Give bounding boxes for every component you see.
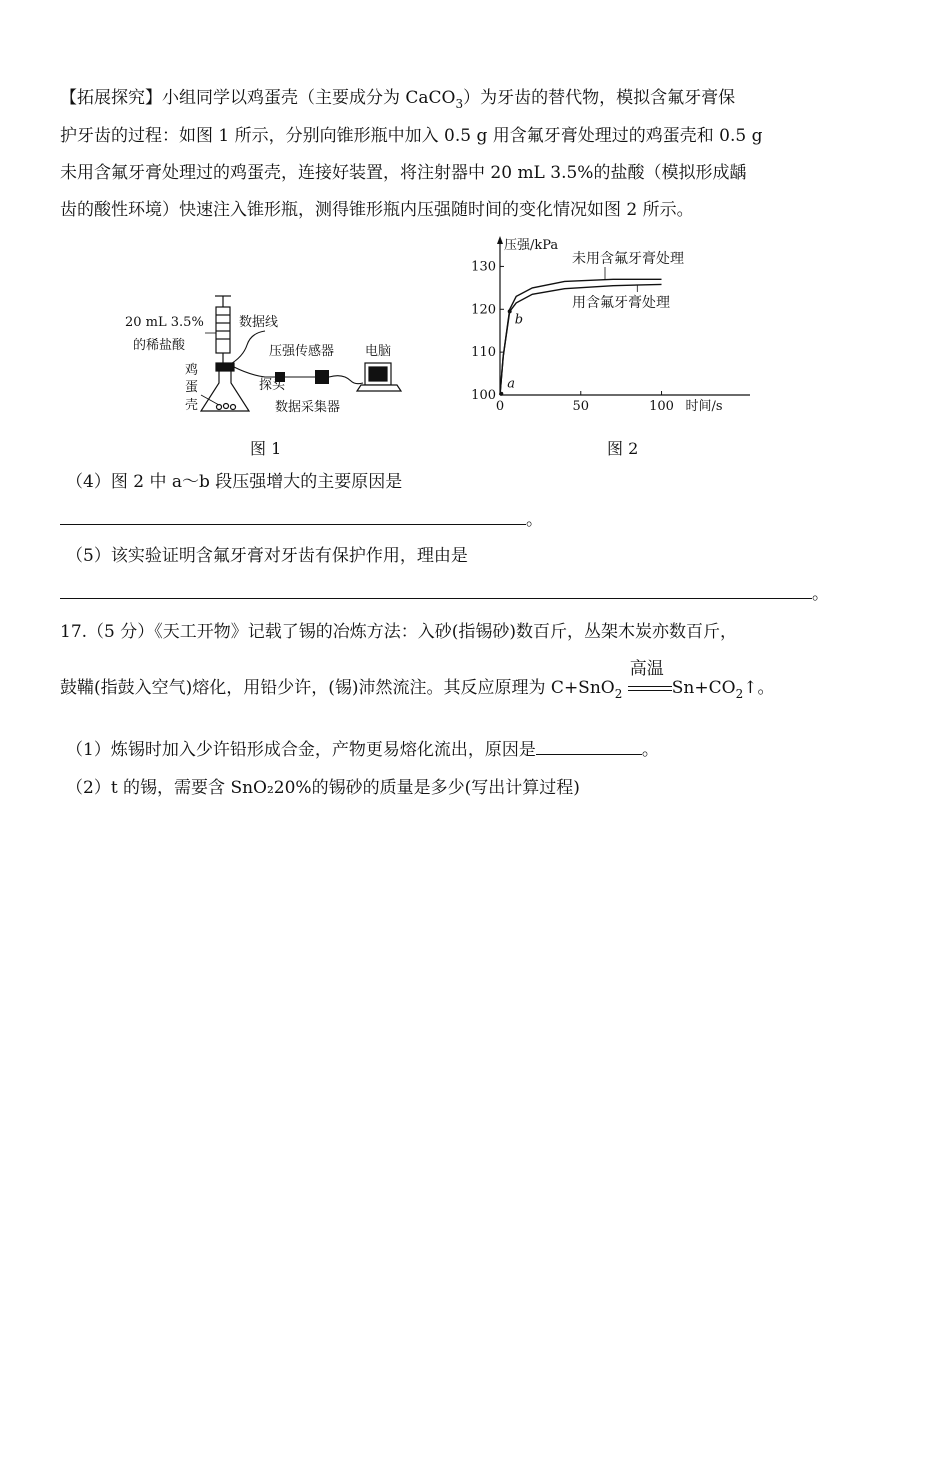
collector-to-computer bbox=[329, 376, 363, 384]
intro-line-3: 未用含氟牙膏处理过的鸡蛋壳，连接好装置，将注射器中 20 mL 3.5%的盐酸（模拟形成龋 bbox=[60, 163, 747, 183]
q17-part1-end: 。 bbox=[641, 740, 659, 760]
x-axis-label: 时间/s bbox=[685, 399, 723, 414]
q17-part1 bbox=[66, 738, 659, 762]
reaction-arrow bbox=[628, 658, 672, 699]
probe-wire bbox=[234, 367, 275, 377]
series-label-2: 用含氟牙膏处理 bbox=[572, 295, 670, 311]
q17-part1-blank[interactable] bbox=[536, 738, 642, 755]
y-axis-arrow bbox=[497, 236, 503, 244]
sensor-label: 压强传感器 bbox=[269, 344, 335, 359]
q17-sub2: 2 bbox=[735, 687, 744, 701]
q17-part1-text: （1）炼锡时加入少许铅形成合金，产物更易熔化流出，原因是 bbox=[66, 740, 536, 760]
syringe-icon bbox=[215, 296, 231, 365]
computer-icon bbox=[357, 363, 401, 391]
data-line-label: 数据线 bbox=[239, 315, 279, 330]
x-tick-label: 0 bbox=[495, 399, 505, 414]
x-tick-label: 50 bbox=[572, 399, 590, 414]
figure2-chart bbox=[460, 232, 760, 422]
q17-line2-start: 鼓鞴(指鼓入空气)熔化，用铅少许，(锡)沛然流注。其反应原理为 C+SnO bbox=[60, 678, 615, 698]
point-a-label: a bbox=[507, 376, 516, 392]
data-line-tube bbox=[229, 331, 265, 365]
x-tick-label: 100 bbox=[649, 399, 674, 414]
intro-line-2: 护牙齿的过程：如图 1 所示，分别向锥形瓶中加入 0.5 g 用含氟牙膏处理过的鸡蛋壳和 0.5 g bbox=[60, 126, 763, 146]
y-tick-label: 110 bbox=[471, 345, 496, 361]
intro-heading: 【拓展探究】 bbox=[60, 88, 162, 108]
intro-line1-end: ）为牙齿的替代物，模拟含氟牙膏保 bbox=[463, 88, 736, 108]
y-axis-label: 压强/kPa bbox=[504, 238, 559, 253]
point-b-label: b bbox=[514, 312, 524, 328]
acid-label-1: 20 mL 3.5% bbox=[125, 315, 204, 330]
q5-end: 。 bbox=[812, 584, 829, 604]
q17-line2-end: ↑。 bbox=[743, 678, 775, 698]
q5-answer-line[interactable] bbox=[60, 582, 829, 606]
egg-label-2: 蛋 bbox=[185, 380, 199, 395]
q17-sub1: 2 bbox=[614, 687, 623, 701]
y-tick-label: 100 bbox=[471, 388, 496, 403]
q17-line-2 bbox=[60, 658, 775, 706]
q4-answer-line[interactable] bbox=[60, 508, 543, 532]
q5-text: （5）该实验证明含氟牙膏对牙齿有保护作用，理由是 bbox=[66, 546, 468, 566]
collector-icon bbox=[315, 370, 329, 384]
q17-line-1: 17.（5 分）《天工开物》记载了锡的冶炼方法：入砂(指锡砂)数百斤，丛架木炭亦数百斤， bbox=[60, 622, 738, 642]
intro-line1-rest: 小组同学以鸡蛋壳（主要成分为 CaCO bbox=[162, 88, 456, 108]
reaction-condition: 高温 bbox=[629, 658, 664, 679]
q4-end: 。 bbox=[526, 510, 543, 530]
computer-label: 电脑 bbox=[365, 344, 392, 359]
intro-line-1 bbox=[60, 86, 735, 116]
y-tick-label: 130 bbox=[471, 259, 496, 275]
figure2-caption: 图 2 bbox=[607, 439, 639, 458]
intro-line-4: 齿的酸性环境）快速注入锥形瓶，测得锥形瓶内压强随时间的变化情况如图 2 所示。 bbox=[60, 200, 694, 220]
figure1-caption: 图 1 bbox=[250, 439, 282, 458]
q17-part2: （2）t 的锡，需要含 SnO₂20%的锡砂的质量是多少(写出计算过程) bbox=[66, 778, 580, 798]
series-label-1: 未用含氟牙膏处理 bbox=[572, 251, 684, 267]
q4-text: （4）图 2 中 a～b 段压强增大的主要原因是 bbox=[66, 472, 403, 492]
egg-label-3: 壳 bbox=[185, 398, 199, 413]
point-a bbox=[499, 392, 503, 396]
collector-label: 数据采集器 bbox=[275, 400, 341, 415]
figure1-apparatus bbox=[115, 285, 415, 420]
intro-line1-sub: 3 bbox=[455, 97, 464, 111]
point-b bbox=[508, 309, 512, 313]
egg-label-1: 鸡 bbox=[185, 363, 199, 378]
y-tick-label: 120 bbox=[471, 302, 496, 318]
probe-label: 探头 bbox=[259, 378, 286, 393]
q17-line2-prod: Sn+CO bbox=[671, 678, 736, 698]
acid-label-2: 的稀盐酸 bbox=[133, 338, 186, 353]
